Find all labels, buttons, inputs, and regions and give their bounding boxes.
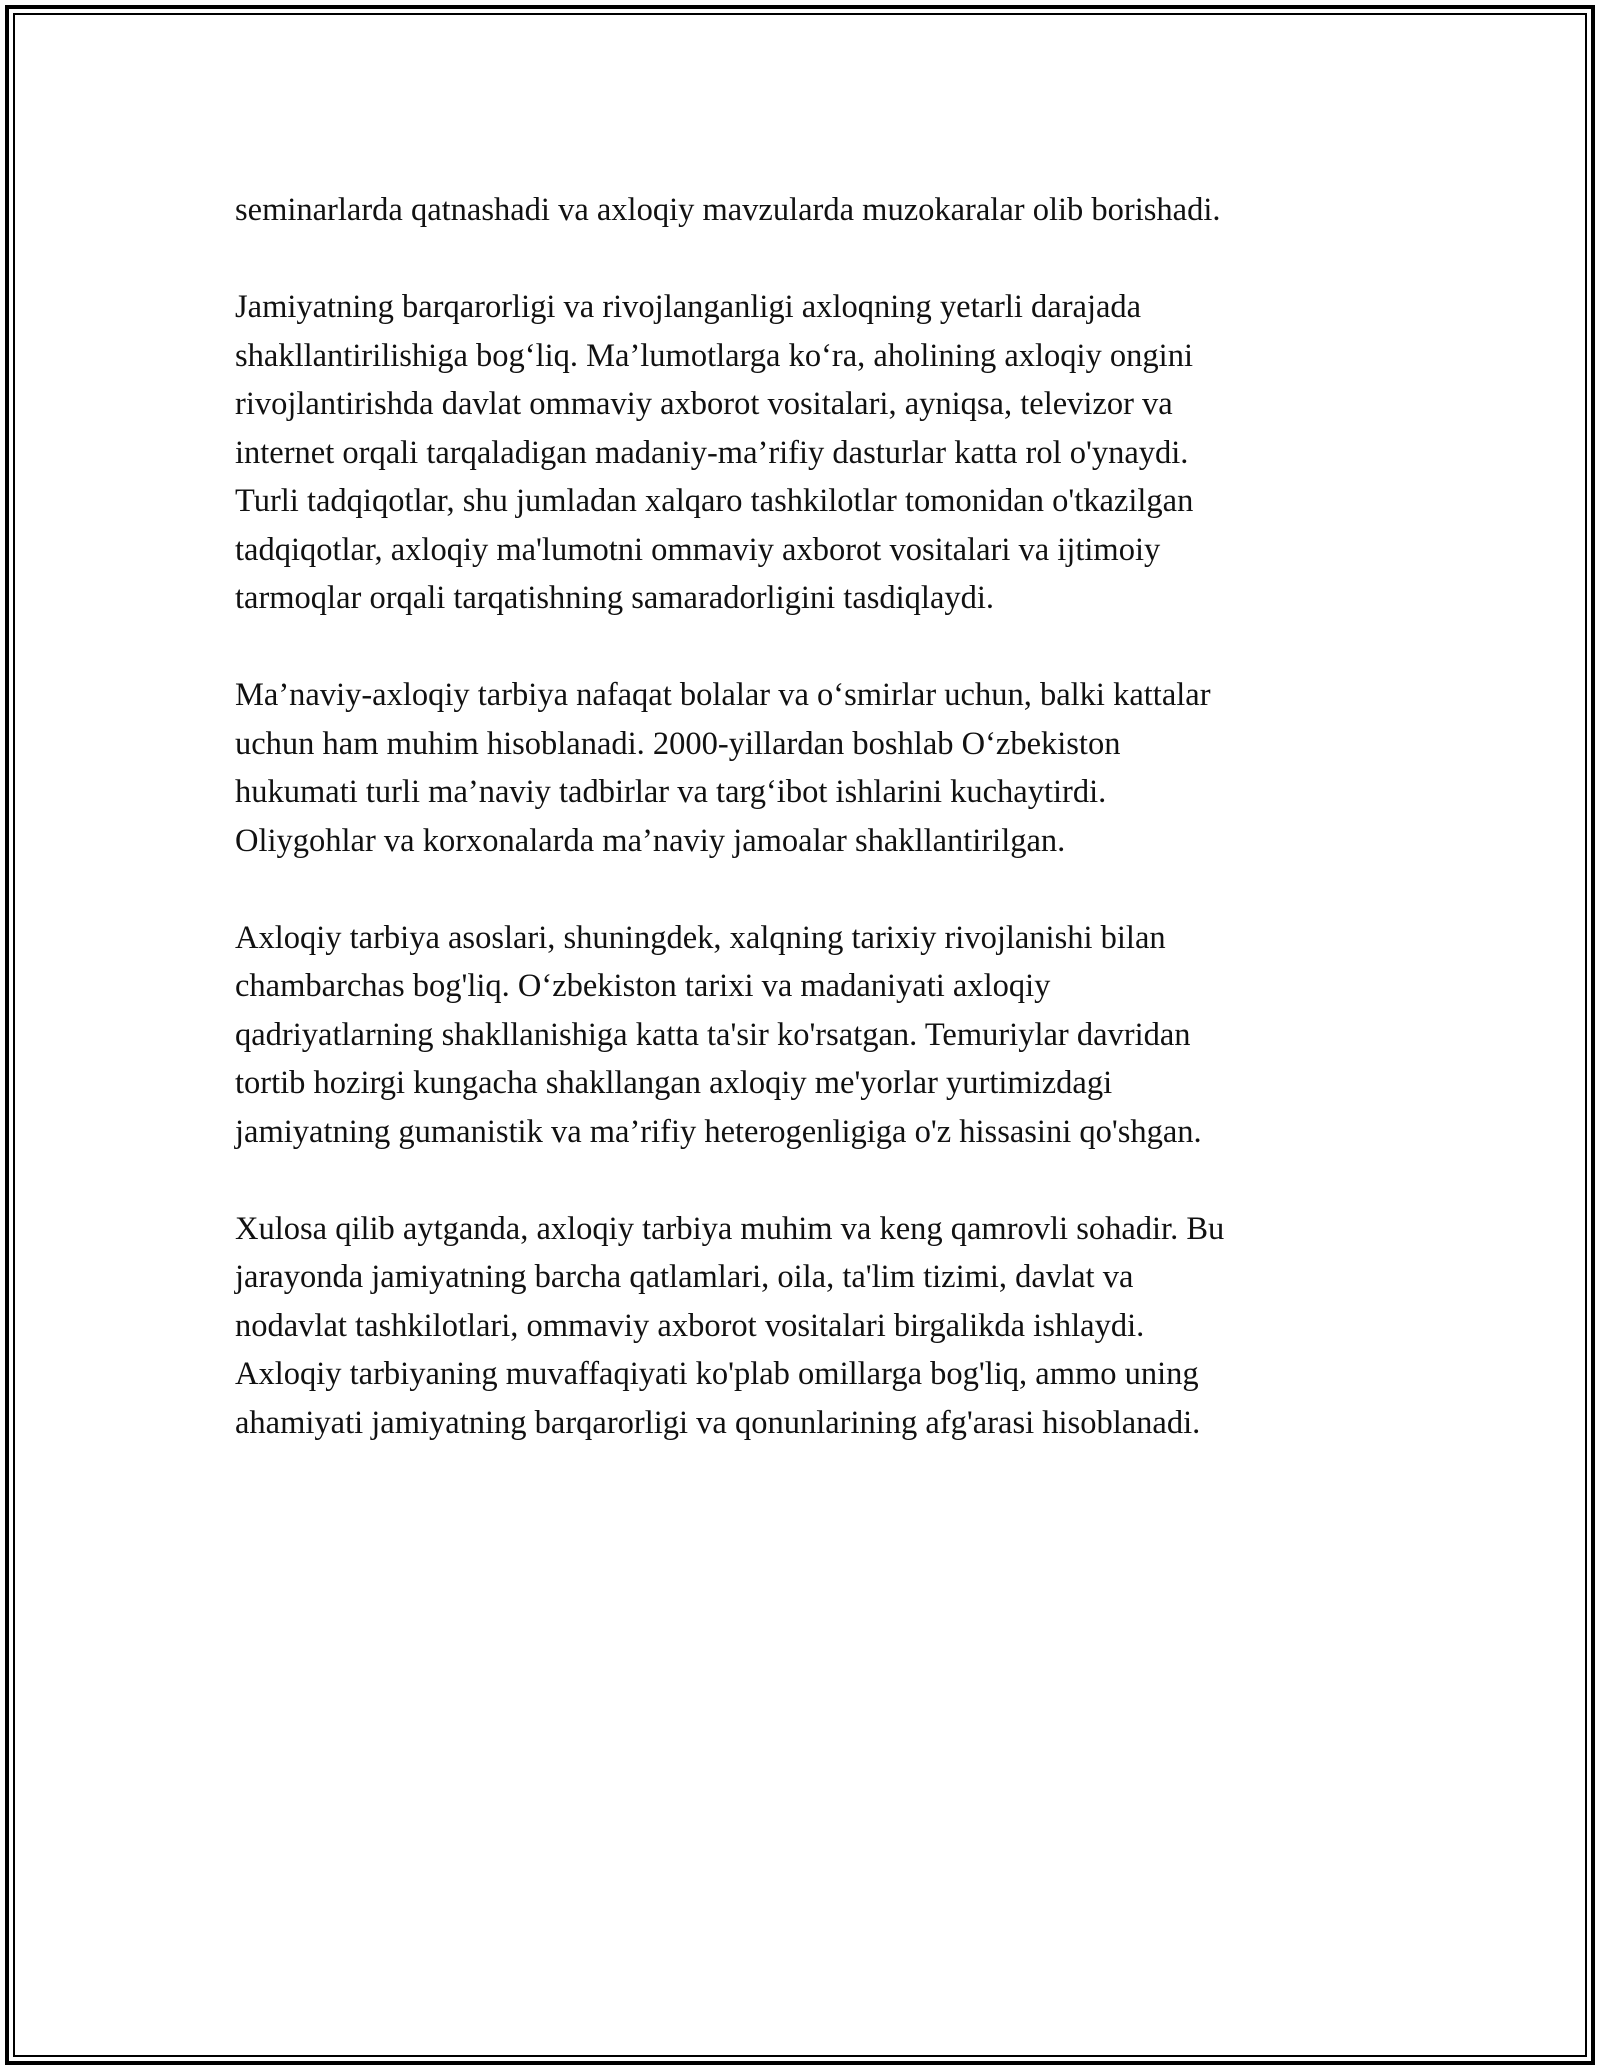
paragraph-2: Jamiyatning barqarorligi va rivojlanganligi axloqning yetarli darajada shakllantirilishiga bog‘liq. Ma’lumotlarga ko‘ra, aholining axloqiy ongini rivojlantirishda davlat ommaviy axborot vositalari, ayniqsa, televizor va internet orqali tarqaladigan madaniy-ma’rifiy dasturlar katta rol o'ynaydi. Turli tadqiqotlar, shu jumladan xalqaro tashkilotlar tomonidan o'tkazilgan tadqiqotlar, axloqiy ma'lumotni ommaviy axborot vositalari va ijtimoiy tarmoqlar orqali tarqatishning samaradorligini tasdiqlaydi. [235,289,1194,616]
paragraph-5: Xulosa qilib aytganda, axloqiy tarbiya muhim va keng qamrovli sohadir. Bu jarayonda jamiyatning barcha qatlamlari, oila, ta'lim tizimi, davlat va nodavlat tashkilotlari, ommaviy axborot vositalari birgalikda ishlaydi. Axloqiy tarbiyaning muvaffaqiyati ko'plab omillarga bog'liq, ammo uning ahamiyati jamiyatning barqarorligi va qonunlarining afg'arasi hisoblanadi. [235,1210,1225,1441]
paragraph-4: Axloqiy tarbiya asoslari, shuningdek, xalqning tarixiy rivojlanishi bilan chambarchas bog'liq. O‘zbekiston tarixi va madaniyati axloqiy qadriyatlarning shakllanishiga katta ta'sir ko'rsatgan. Temuriylar davridan tortib hozirgi kungacha shakllangan axloqiy me'yorlar yurtimizdagi jamiyatning gumanistik va ma’rifiy heterogenligiga o'z hissasini qo'shgan. [235,919,1202,1150]
document-body [235,186,1365,1496]
paragraph-1: seminarlarda qatnashadi va axloqiy mavzularda muzokaralar olib borishadi. [235,192,1221,228]
paragraph-3: Ma’naviy-axloqiy tarbiya nafaqat bolalar va o‘smirlar uchun, balki kattalar uchun ham muhim hisoblanadi. 2000-yillardan boshlab O‘zbekiston hukumati turli ma’naviy tadbirlar va targ‘ibot ishlarini kuchaytirdi. Oliygohlar va korxonalarda ma’naviy jamoalar shakllantirilgan. [235,677,1211,859]
